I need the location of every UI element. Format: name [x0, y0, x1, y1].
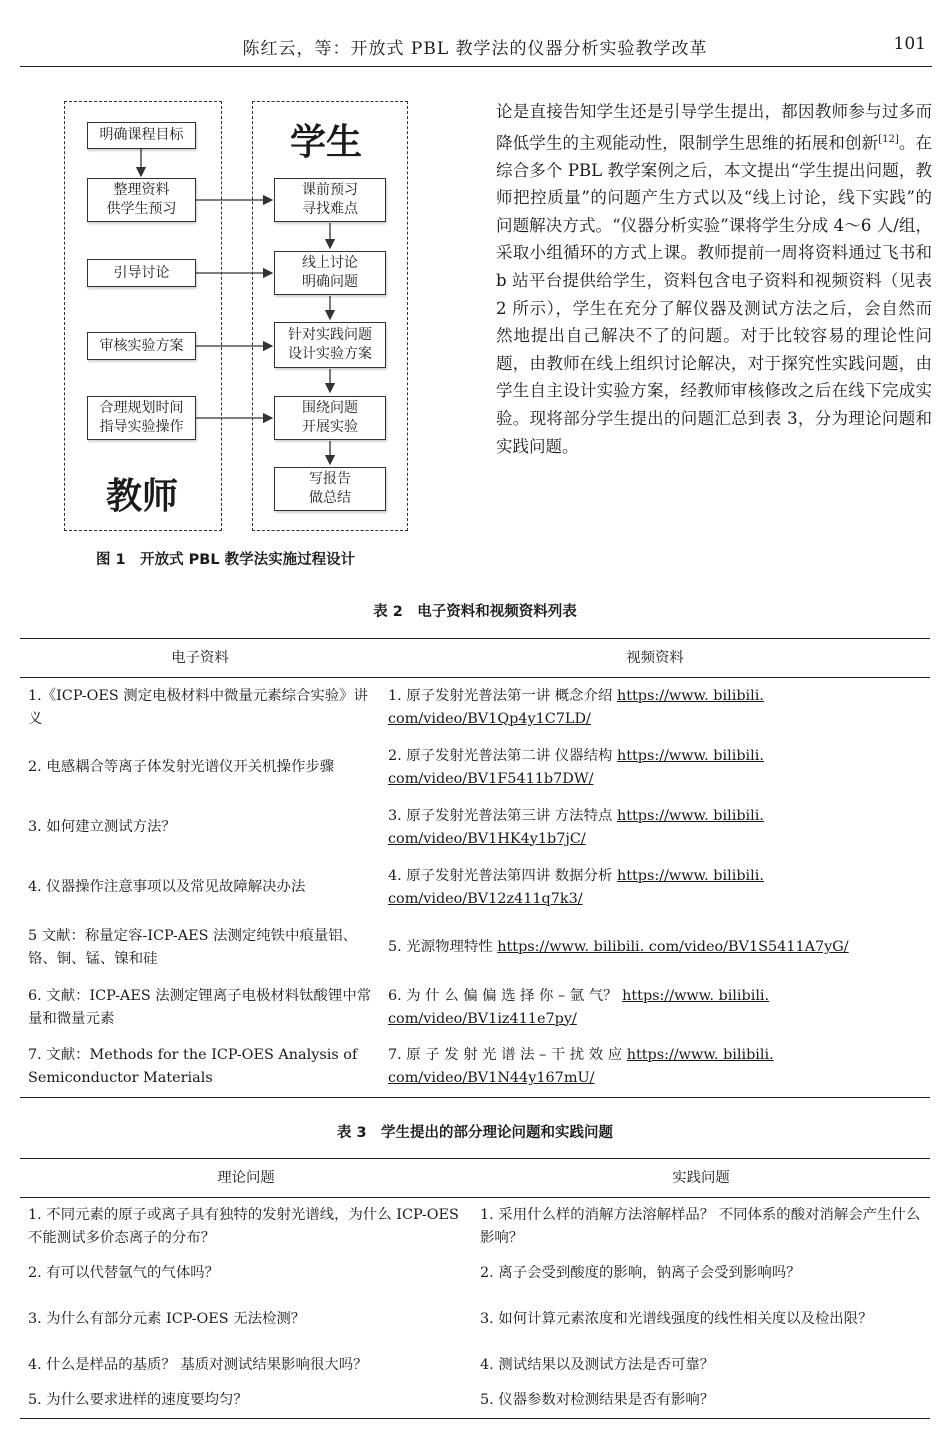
- video-cell: 2. 原子发射光普法第二讲 仪器结构 https://www. bilibili. com/video/BV1F5411b7DW/: [388, 747, 764, 787]
- teacher-box-discussion: 引导讨论: [87, 259, 196, 287]
- table-row: [20, 1198, 930, 1256]
- table-row: [20, 978, 930, 1038]
- table-row: [20, 678, 930, 738]
- practice-cell: 2. 离子会受到酸度的影响，钠离子会受到影响吗？: [480, 1264, 801, 1281]
- theory-cell: 3. 为什么有部分元素 ICP-OES 无法检测？: [28, 1311, 306, 1327]
- table-2-header-videos: 视频资料: [380, 639, 930, 678]
- student-box-preview: 课前预习 寻找难点: [274, 178, 386, 222]
- video-link[interactable]: https://www. bilibili. com/video/BV1N44y167mU/: [388, 1047, 774, 1087]
- teacher-label: 教师: [106, 476, 179, 517]
- table-row: [20, 1349, 930, 1383]
- citation-ref: [12]: [878, 133, 899, 145]
- table-2-caption: 表 2 电子资料和视频资料列表: [373, 604, 577, 620]
- teacher-box-materials: 整理资料 供学生预习: [87, 178, 196, 222]
- flow-arrows: [0, 0, 480, 540]
- doc-cell: 6. 文献：ICP-AES 法测定锂离子电极材料钛酸锂中常量和微量元素: [28, 987, 372, 1027]
- running-header-title: 陈红云，等：开放式 PBL 教学法的仪器分析实验教学改革: [242, 39, 708, 59]
- table-row: [20, 1038, 930, 1098]
- doc-cell: 7. 文献：Methods for the ICP-OES Analysis of Semiconductor Materials: [20, 1038, 380, 1098]
- table-2: [20, 638, 930, 1098]
- video-link[interactable]: https://www. bilibili. com/video/BV1HK4y1b7jC/: [388, 807, 764, 847]
- table-row: [20, 858, 930, 918]
- table-3-caption: 表 3 学生提出的部分理论问题和实践问题: [336, 1125, 614, 1141]
- practice-cell: 3. 如何计算元素浓度和光谱线强度的线性相关度以及检出限？: [480, 1311, 873, 1327]
- table-row: [20, 738, 930, 798]
- student-box-design: 针对实践问题 设计实验方案: [274, 322, 386, 368]
- video-link[interactable]: https://www. bilibili. com/video/BV1F5411b7DW/: [388, 747, 764, 787]
- table-row: [20, 798, 930, 858]
- video-cell: 5. 光源物理特性 https://www. bilibili. com/video/BV1S5411A7yG/: [388, 939, 849, 955]
- video-link[interactable]: https://www. bilibili. com/video/BV12z411q7k3/: [388, 867, 764, 907]
- table-row: [20, 1256, 930, 1291]
- figure-caption: 图 1 开放式 PBL 教学法实施过程设计: [96, 552, 356, 568]
- table-3: [20, 1158, 930, 1419]
- teacher-box-guide: 合理规划时间 指导实验操作: [87, 396, 196, 440]
- page-number: 101: [893, 34, 926, 54]
- table-3-header-theory: 理论问题: [20, 1159, 472, 1198]
- teacher-box-goals: 明确课程目标: [87, 122, 196, 149]
- table-3-header-practice: 实践问题: [472, 1159, 930, 1198]
- student-box-online: 线上讨论 明确问题: [274, 251, 386, 295]
- video-cell: 6. 为 什 么 偏 偏 选 择 你 – 氩 气？ https://www. bilibili. com/video/BV1iz411e7py/: [388, 987, 770, 1027]
- student-label: 学生: [290, 122, 363, 163]
- table-row: [20, 1291, 930, 1349]
- doc-cell: 2. 电感耦合等离子体发射光谱仪开关机操作步骤: [28, 759, 335, 775]
- doc-cell: 3. 如何建立测试方法？: [28, 819, 176, 835]
- theory-cell: 4. 什么是样品的基质？ 基质对测试结果影响很大吗？: [28, 1357, 368, 1373]
- table-row: [20, 1383, 930, 1419]
- body-paragraph: 论是直接告知学生还是引导学生提出，都因教师参与过多而降低学生的主观能动性，限制学生思维的拓展和创新[12]。在综合多个 PBL 教学案例之后，本文提出“学生提出问题，教师把控质量”的问题产生方式以及“线上讨论，线下实践”的问题解决方式。“仪器分析实验”课将学生分成 4～6 人/组，采取小组循环的方式上课。教师提前一周将资料通过飞书和 b 站平台提供给学生，资料包含电子资料和视频资料（见表 2 所示），学生在充分了解仪器及测试方法之后，会自然而然地提出自己解决不了的问题。对于比较容易的理论性问题，由教师在线上组织讨论解决，对于探究性实践问题，由学生自主设计实验方案，经教师审核修改之后在线下完成实验。现将部分学生提出的问题汇总到表 3，分为理论问题和实践问题。: [496, 102, 933, 456]
- theory-cell: 1. 不同元素的原子或离子具有独特的发射光谱线，为什么 ICP-OES 不能测试多价态离子的分布？: [28, 1206, 459, 1246]
- video-cell: 1. 原子发射光普法第一讲 概念介绍 https://www. bilibili. com/video/BV1Qp4y1C7LD/: [388, 687, 764, 727]
- student-box-experiment: 围绕问题 开展实验: [274, 396, 386, 440]
- video-link[interactable]: https://www. bilibili. com/video/BV1S5411A7yG/: [497, 939, 849, 955]
- table-row: [20, 918, 930, 978]
- doc-cell: 5 文献：称量定容-ICP-AES 法测定纯铁中痕量铝、铬、铜、锰、镍和硅: [28, 927, 358, 967]
- table-2-header-docs: 电子资料: [20, 639, 380, 678]
- practice-cell: 4. 测试结果以及测试方法是否可靠？: [480, 1357, 715, 1373]
- video-cell: 7. 原 子 发 射 光 谱 法 – 干 扰 效 应 https://www. bilibili. com/video/BV1N44y167mU/: [380, 1038, 930, 1098]
- doc-cell: 4. 仪器操作注意事项以及常见故障解决办法: [28, 879, 306, 895]
- practice-cell: 5. 仪器参数对检测结果是否有影响？: [472, 1383, 930, 1419]
- video-cell: 4. 原子发射光普法第四讲 数据分析 https://www. bilibili. com/video/BV12z411q7k3/: [388, 867, 764, 907]
- video-link[interactable]: https://www. bilibili. com/video/BV1iz411e7py/: [388, 987, 770, 1027]
- theory-cell: 2. 有可以代替氩气的气体吗？: [28, 1264, 219, 1281]
- student-box-report: 写报告 做总结: [274, 467, 386, 511]
- practice-cell: 1. 采用什么样的消解方法溶解样品？ 不同体系的酸对消解会产生什么影响？: [480, 1206, 921, 1246]
- video-cell: 3. 原子发射光普法第三讲 方法特点 https://www. bilibili. com/video/BV1HK4y1b7jC/: [388, 807, 764, 847]
- theory-cell: 5. 为什么要求进样的速度要均匀？: [20, 1383, 472, 1419]
- teacher-box-review: 审核实验方案: [87, 332, 196, 360]
- video-link[interactable]: https://www. bilibili. com/video/BV1Qp4y1C7LD/: [388, 687, 764, 727]
- doc-cell: 1.《ICP-OES 测定电极材料中微量元素综合实验》讲义: [28, 687, 368, 727]
